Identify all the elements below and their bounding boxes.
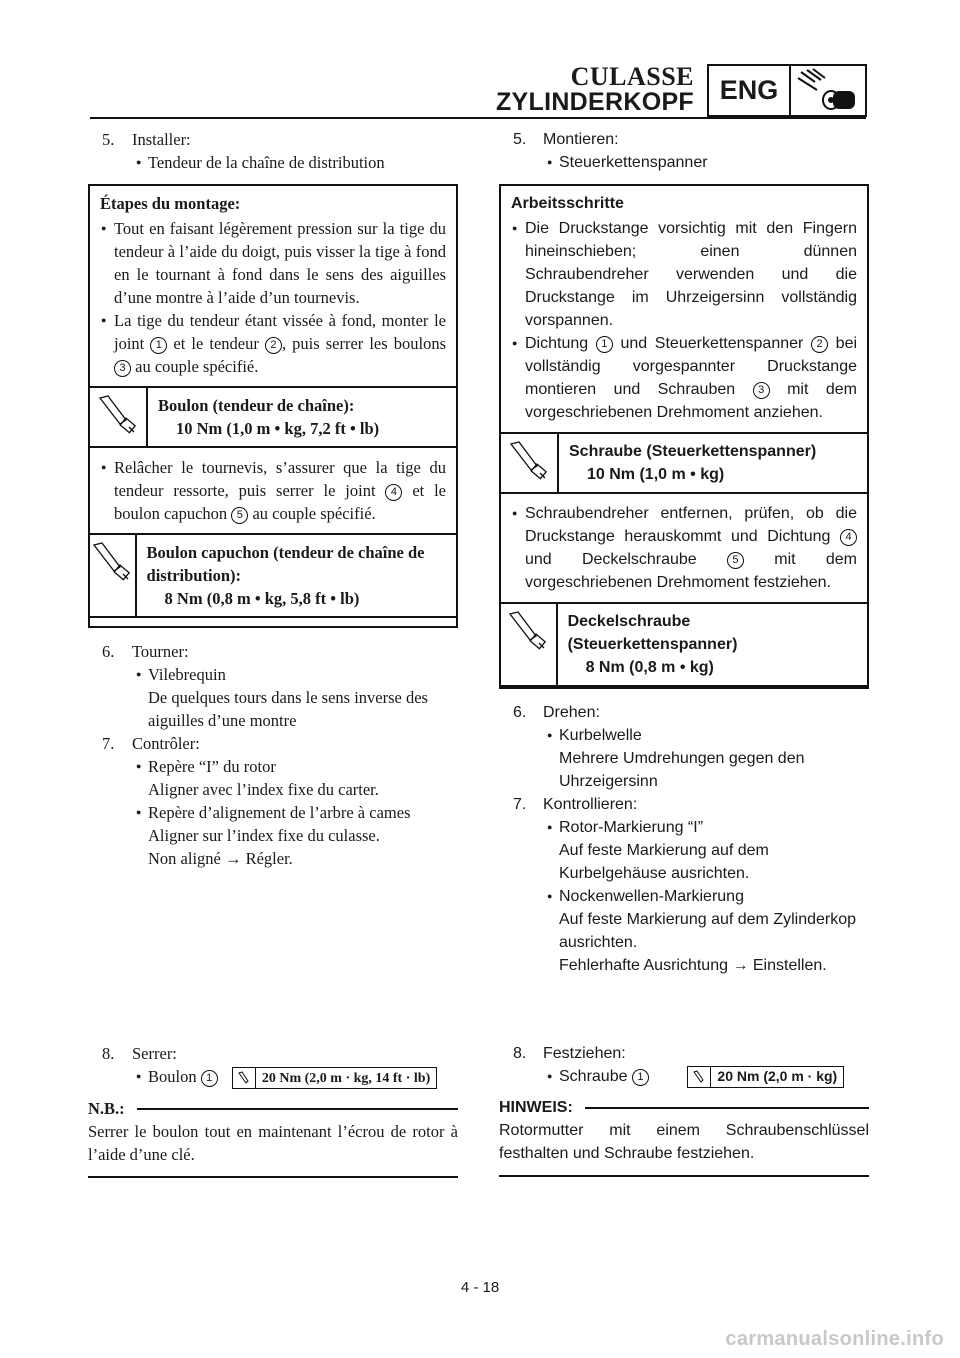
- inline-torque-spec: 20 Nm (2,0 m · kg): [687, 1066, 844, 1088]
- list-item: ● Rotor-Markierung “I”: [499, 816, 869, 839]
- watermark: carmanualsonline.info: [725, 1328, 944, 1350]
- torque-wrench-icon: [501, 604, 558, 685]
- ref-3: 3: [753, 382, 770, 399]
- header-rule: [90, 117, 866, 119]
- step-5-de: 5. Montieren:: [513, 131, 619, 148]
- list-item: ● Vilebrequin: [88, 663, 458, 686]
- torque-wrench-icon: [233, 1068, 256, 1088]
- list-item: ● La tige du tendeur étant vissée à fond, monter le joint 1 et le tendeur 2 , puis serrer les boulons 3 au couple spécifié.: [90, 309, 456, 378]
- ref-2: 2: [265, 337, 282, 354]
- step-6-fr: 6. Tourner:: [102, 642, 189, 661]
- ref-4: 4: [840, 529, 857, 546]
- list-item: ● Repère “I” du rotor: [88, 755, 458, 778]
- torque-wrench-icon: [688, 1067, 711, 1087]
- german-step-8: 8. Festziehen: ● Schraube 1 20 Nm (2,0 m · kg) HINWEIS: Rotormutter mit einem Schraubenschlüssel festhalten und Schraube festziehen.: [499, 1042, 869, 1177]
- list-item: ● Relâcher le tournevis, s’assurer que la tige du tendeur ressorte, puis serrer le joint 4 et le boulon capuchon 5 au couple spécifié.: [90, 456, 456, 525]
- list-item: ● Kurbelwelle: [499, 724, 869, 747]
- box-title: Arbeitsschritte: [511, 195, 624, 212]
- torque-wrench-icon: [90, 388, 148, 446]
- box-title: Étapes du montage:: [100, 194, 241, 213]
- list-item: ● Nockenwellen-Markierung: [499, 885, 869, 908]
- eng-label: ENG: [709, 66, 791, 115]
- torque-spec: Boulon capuchon (tendeur de chaîne de distribution): 8 Nm (0,8 m • kg, 5,8 ft • lb): [90, 533, 456, 618]
- torque-spec: Boulon (tendeur de chaîne): 10 Nm (1,0 m • kg, 7,2 ft • lb): [90, 386, 456, 448]
- list-item: ● Steuerkettenspanner: [499, 151, 869, 174]
- list-item: ● Repère d’alignement de l’arbre à cames: [88, 801, 458, 824]
- engine-part-icon: [793, 68, 863, 113]
- list-item: ● Schraubendreher entfernen, prüfen, ob die Druckstange herauskommt und Dichtung 4 und Deckelschraube 5 mit dem vorgeschriebenen Drehmoment festziehen.: [501, 502, 867, 594]
- step-7-de: 7. Kontrollieren:: [513, 796, 638, 813]
- torque-wrench-icon: [90, 535, 137, 616]
- ref-1: 1: [150, 337, 167, 354]
- list-item: ● Boulon 1 20 Nm (2,0 m · kg, 14 ft · lb): [88, 1065, 458, 1089]
- ref-4: 4: [385, 484, 402, 501]
- note-body: Serrer le boulon tout en maintenant l’écrou de rotor à l’aide d’une clé.: [88, 1120, 458, 1178]
- assembly-steps-box-de: [499, 184, 869, 689]
- list-item: ● Tendeur de la chaîne de distribution: [88, 151, 458, 174]
- german-column: 5. Montieren: ● Steuerkettenspanner Arbeitsschritte ● Die Druckstange vorsichtig mit den Fingern hineinschieben; einen dünnen Schraubendreher verwenden und die Druckstange im Uhrzeigersinn vollständig vorspannen. ● Dichtung 1 und Steuerkettenspanner 2 bei vollständig vorgespannter Druckstange montieren und Schrauben 3 mit dem vorgeschriebenen Drehmoment anziehen. Schraube (Steuerkettenspanner) 10 Nm (1,0 m • kg) ● Schraubendreher entfernen, prüfen, ob die Druckstange herauskommt und Dichtung 4 und Deckelschraube 5 mit dem vorgeschriebenen Drehmoment festziehen. Deckelschraube (Steuerkettenspanner) 8 Nm (0,8 m • kg) 6. Drehen: ● Kurbelwelle Mehrere Umdrehungen gegen den Uhrzeigersinn 7. Kontrollieren: ● Rotor-Markierung “I” Auf feste Markierung auf dem Kurbelgehäuse ausrichten. ● Nockenwellen-Markierung Auf feste Markierung auf dem Zylinderkop ausrichten. Fehlerhafte Ausrichtung → Einstellen.: [499, 128, 869, 977]
- list-item: ● Dichtung 1 und Steuerkettenspanner 2 bei vollständig vorgespannter Druckstange montieren und Schrauben 3 mit dem vorgeschriebenen Drehmoment anziehen.: [501, 332, 867, 424]
- assembly-steps-box-fr: [88, 184, 458, 628]
- step-5-fr: 5. Installer:: [102, 130, 191, 149]
- step-6-de: 6. Drehen:: [513, 704, 600, 721]
- section-title-fr: CULASSE: [570, 62, 694, 91]
- list-item: ● Schraube 1 20 Nm (2,0 m · kg): [499, 1065, 869, 1088]
- section-title-de: ZYLINDERKOPF: [495, 88, 694, 116]
- note-header: N.B.:: [88, 1097, 458, 1120]
- ref-1: 1: [632, 1069, 649, 1086]
- french-column: 5. Installer: ● Tendeur de la chaîne de distribution Étapes du montage: ● Tout en faisant légèrement pression sur la tige du tendeur à l’aide du doigt, puis visser la tige à fond en le tournant à fond dans le sens des aiguilles d’une montre à l’aide d’un tournevis. ● La tige du tendeur étant vissée à fond, monter le joint 1 et le tendeur 2 , puis serrer les boulons 3 au couple spécifié. Boulon (tendeur de chaîne): 10 Nm (1,0 m • kg, 7,2 ft • lb) ● Relâcher le tournevis, s’assurer que la tige du tendeur ressorte, puis serrer le joint 4 et le boulon capuchon 5 au couple spécifié. Boulon capuchon (tendeur de chaîne de distribution): 8 Nm (0,8 m • kg, 5,8 ft • lb) 6. Tourner: ● Vilebrequin De quelques tours dans le sens inverse des aiguilles d’une montre 7. Contrôler: ● Repère “I” du rotor Aligner avec l’index fixe du carter. ● Repère d’alignement de l’arbre à cames Aligner sur l’index fixe du culasse. Non aligné → Régler.: [88, 128, 458, 870]
- note-body: Rotormutter mit einem Schraubenschlüssel festhalten und Schraube festziehen.: [499, 1119, 869, 1177]
- note-header: HINWEIS:: [499, 1096, 869, 1119]
- inline-torque-spec: 20 Nm (2,0 m · kg, 14 ft · lb): [232, 1067, 437, 1089]
- ref-1: 1: [596, 336, 613, 353]
- torque-wrench-icon: [501, 434, 559, 492]
- torque-spec: Schraube (Steuerkettenspanner) 10 Nm (1,0 m • kg): [501, 432, 867, 494]
- list-item: ● Tout en faisant légèrement pression sur la tige du tendeur à l’aide du doigt, puis visser la tige à fond en le tournant à fond dans le sens des aiguilles d’une montre à l’aide d’un tournevis.: [90, 217, 456, 309]
- ref-5: 5: [231, 507, 248, 524]
- ref-5: 5: [727, 552, 744, 569]
- page-number: 4 - 18: [460, 1279, 500, 1296]
- step-7-fr: 7. Contrôler:: [102, 734, 200, 753]
- list-item: ● Die Druckstange vorsichtig mit den Fingern hineinschieben; einen dünnen Schraubendreher verwenden und die Druckstange im Uhrzeigersinn vollständig vorspannen.: [501, 217, 867, 332]
- torque-spec: Deckelschraube (Steuerkettenspanner) 8 Nm (0,8 m • kg): [501, 602, 867, 687]
- french-step-8: 8. Serrer: ● Boulon 1 20 Nm (2,0 m · kg, 14 ft · lb) N.B.: Serrer le boulon tout en maintenant l’écrou de rotor à l’aide d’une clé.: [88, 1042, 458, 1178]
- ref-3: 3: [114, 360, 131, 377]
- ref-2: 2: [811, 336, 828, 353]
- eng-section-badge: [707, 64, 867, 117]
- ref-1: 1: [201, 1070, 218, 1087]
